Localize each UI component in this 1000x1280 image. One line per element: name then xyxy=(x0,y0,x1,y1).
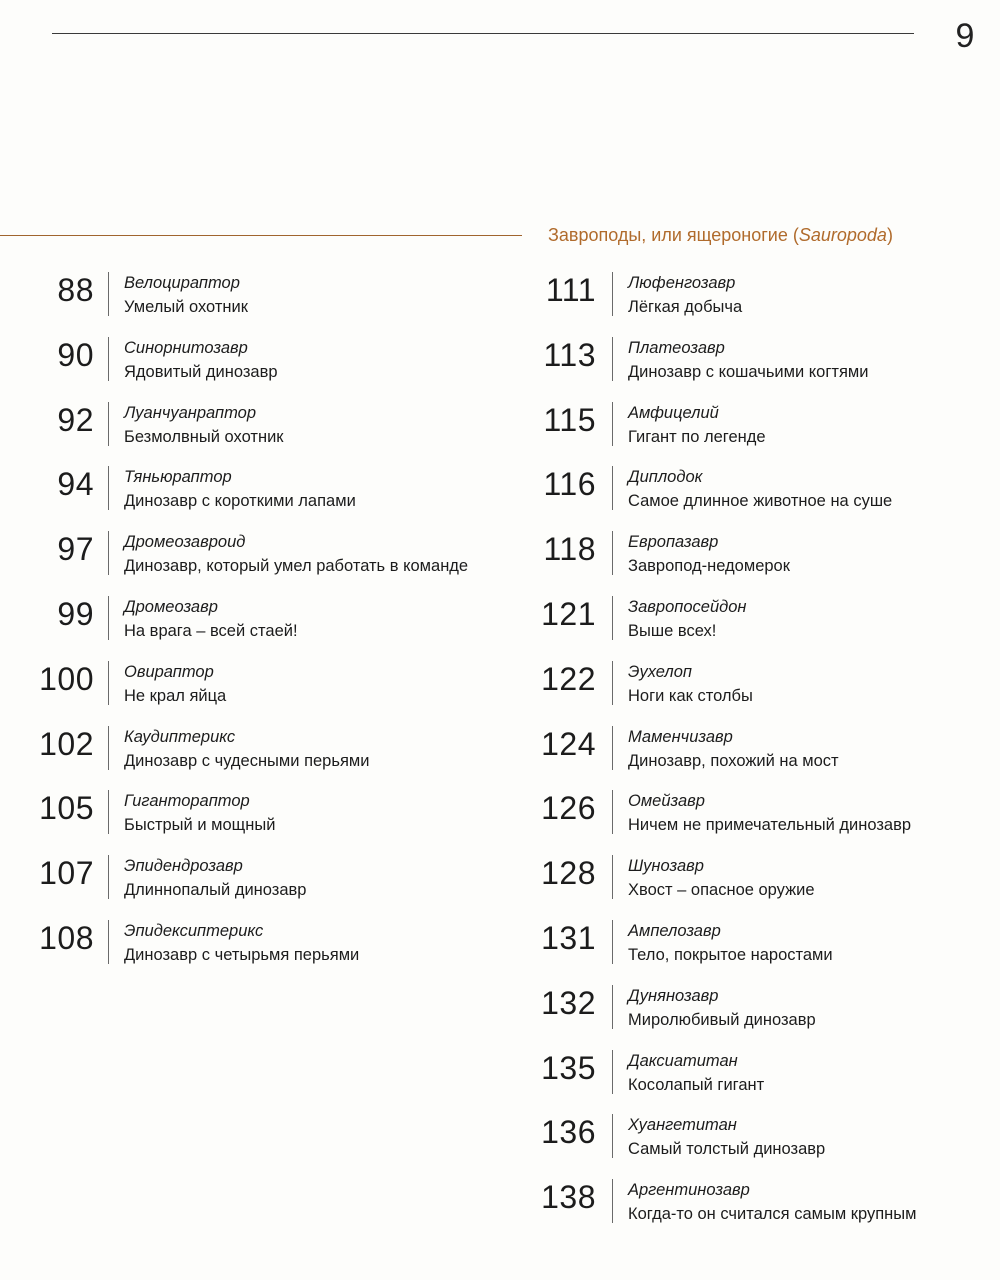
entry-page-number: 128 xyxy=(541,855,596,892)
entry-divider xyxy=(612,855,613,899)
entry-dinosaur-name: Эпидендрозавр xyxy=(124,857,243,876)
entry-page-number: 105 xyxy=(39,790,94,827)
toc-entry[interactable] xyxy=(524,782,994,847)
section-title-end: ) xyxy=(886,225,893,245)
entry-page-number: 118 xyxy=(543,531,596,568)
entry-dinosaur-name: Хуангетитан xyxy=(628,1116,737,1135)
entry-page-number: 132 xyxy=(541,984,596,1021)
entry-dinosaur-name: Омейзавр xyxy=(628,792,705,811)
entry-page-number: 138 xyxy=(541,1179,596,1216)
toc-entry[interactable] xyxy=(524,977,994,1042)
entry-description: Ноги как столбы xyxy=(628,686,753,705)
entry-description: Динозавр, который умел работать в команде xyxy=(124,557,469,576)
entry-description: Тело, покрытое наростами xyxy=(628,945,833,964)
entry-divider xyxy=(612,466,613,510)
entry-dinosaur-name: Шунозавр xyxy=(628,857,704,876)
entry-dinosaur-name: Дунянозавр xyxy=(628,986,719,1005)
entry-divider xyxy=(108,466,109,510)
entry-dinosaur-name: Диплодок xyxy=(628,468,703,487)
entry-dinosaur-name: Ампелозавр xyxy=(628,921,721,940)
entry-description: Выше всех! xyxy=(628,621,717,640)
entry-divider xyxy=(108,531,109,575)
entry-page-number: 94 xyxy=(57,466,94,503)
entry-dinosaur-name: Эпидексиптерикс xyxy=(124,921,264,940)
entry-description: Ничем не примечательный динозавр xyxy=(628,816,912,835)
entry-page-number: 121 xyxy=(541,595,596,632)
entry-description: Самое длинное животное на суше xyxy=(628,492,893,511)
entry-divider xyxy=(612,272,613,316)
toc-entry[interactable] xyxy=(20,394,520,459)
entry-divider xyxy=(612,920,613,964)
entry-divider xyxy=(108,726,109,770)
entry-page-number: 111 xyxy=(545,272,596,308)
entry-description: Динозавр с четырьмя перьями xyxy=(124,945,360,964)
entry-dinosaur-name: Луанчуанраптор xyxy=(124,403,257,422)
toc-left-column xyxy=(20,264,520,977)
section-title xyxy=(548,222,893,248)
entry-page-number: 136 xyxy=(541,1114,596,1151)
entry-dinosaur-name: Европазавр xyxy=(628,533,719,552)
entry-description: Не крал яйца xyxy=(124,686,227,705)
toc-entry[interactable] xyxy=(20,782,520,847)
entry-description: Динозавр с чудесными перьями xyxy=(124,751,370,770)
entry-description: Миролюбивый динозавр xyxy=(628,1010,816,1029)
entry-description: Быстрый и мощный xyxy=(124,816,276,835)
toc-entry[interactable] xyxy=(20,653,520,718)
entry-description: Когда-то он считался самым крупным xyxy=(628,1205,917,1224)
entry-page-number: 92 xyxy=(57,401,94,438)
entry-divider xyxy=(612,726,613,770)
entry-page-number: 113 xyxy=(543,336,596,373)
toc-entry[interactable] xyxy=(20,329,520,394)
entry-description: Динозавр с короткими лапами xyxy=(124,492,356,511)
toc-entry[interactable] xyxy=(524,912,994,977)
entry-divider xyxy=(612,402,613,446)
entry-dinosaur-name: Каудиптерикс xyxy=(124,727,236,746)
toc-entry[interactable] xyxy=(20,847,520,912)
toc-entry[interactable] xyxy=(20,264,520,329)
entry-page-number: 107 xyxy=(39,855,94,892)
entry-divider xyxy=(108,661,109,705)
toc-entry[interactable] xyxy=(20,588,520,653)
toc-entry[interactable] xyxy=(524,847,994,912)
header-rule xyxy=(52,33,914,34)
entry-page-number: 88 xyxy=(57,272,94,308)
entry-page-number: 97 xyxy=(57,531,94,568)
entry-divider xyxy=(108,402,109,446)
entry-page-number: 124 xyxy=(541,725,596,762)
entry-divider xyxy=(612,1050,613,1094)
entry-divider xyxy=(612,596,613,640)
entry-dinosaur-name: Платеозавр xyxy=(628,338,725,357)
toc-entry[interactable] xyxy=(20,523,520,588)
entry-dinosaur-name: Гиганторaптор xyxy=(124,792,250,811)
entry-page-number: 131 xyxy=(541,919,596,956)
page-number: 9 xyxy=(955,17,975,55)
entry-divider xyxy=(612,1114,613,1158)
toc-right-column xyxy=(524,264,994,1236)
entry-dinosaur-name: Дромеозавр xyxy=(124,597,218,616)
entry-page-number: 99 xyxy=(57,595,94,632)
toc-entry[interactable] xyxy=(524,264,994,329)
toc-entry[interactable] xyxy=(524,588,994,653)
entry-dinosaur-name: Люфенгозавр xyxy=(628,274,736,292)
entry-divider xyxy=(108,272,109,316)
entry-page-number: 90 xyxy=(57,336,94,373)
entry-description: Безмолвный охотник xyxy=(124,427,284,446)
toc-entry[interactable] xyxy=(524,394,994,459)
section-title-latin: Sauropoda xyxy=(798,225,887,245)
entry-description: Самый толстый динозавр xyxy=(628,1140,826,1159)
entry-divider xyxy=(108,596,109,640)
entry-description: Динозавр с кошачьими когтями xyxy=(628,362,869,381)
entry-divider xyxy=(612,661,613,705)
entry-page-number: 108 xyxy=(39,919,94,956)
entry-page-number: 116 xyxy=(543,466,596,503)
toc-entry[interactable] xyxy=(524,653,994,718)
entry-description: Гигант по легенде xyxy=(628,427,766,446)
entry-divider xyxy=(612,790,613,834)
entry-description: Лёгкая добыча xyxy=(628,298,743,316)
entry-description: Умелый охотник xyxy=(124,298,248,316)
toc-entry[interactable] xyxy=(20,912,520,977)
entry-dinosaur-name: Велоцираптор xyxy=(124,274,240,292)
entry-description: Хвост – опасное оружие xyxy=(628,881,815,900)
entry-divider xyxy=(612,1179,613,1223)
toc-entry[interactable] xyxy=(524,329,994,394)
entry-page-number: 115 xyxy=(543,401,596,438)
entry-divider xyxy=(108,790,109,834)
entry-dinosaur-name: Амфицелий xyxy=(628,403,719,422)
toc-entry[interactable] xyxy=(524,1171,994,1236)
entry-page-number: 100 xyxy=(39,660,94,697)
entry-page-number: 102 xyxy=(39,725,94,762)
entry-description: Динозавр, похожий на мост xyxy=(628,751,839,770)
entry-description: Косолапый гигант xyxy=(628,1075,765,1094)
entry-description: На врага – всей стаей! xyxy=(124,621,298,640)
entry-dinosaur-name: Маменчизавр xyxy=(628,727,733,746)
entry-divider xyxy=(108,337,109,381)
entry-dinosaur-name: Завропосейдон xyxy=(628,597,747,616)
entry-dinosaur-name: Синорнитозавр xyxy=(124,338,248,357)
entry-dinosaur-name: Аргентинозавр xyxy=(628,1181,750,1200)
toc-entry[interactable] xyxy=(20,458,520,523)
entry-page-number: 135 xyxy=(541,1049,596,1086)
toc-entry[interactable] xyxy=(524,1106,994,1171)
entry-page-number: 126 xyxy=(541,790,596,827)
toc-entry[interactable] xyxy=(524,523,994,588)
entry-description: Длиннопалый динозавр xyxy=(124,881,307,900)
section-title-main: Завроподы, или ящероногие ( xyxy=(548,225,799,245)
entry-dinosaur-name: Тяньюраптор xyxy=(124,468,232,487)
entry-dinosaur-name: Овираптор xyxy=(124,662,214,681)
toc-entry[interactable] xyxy=(524,458,994,523)
toc-entry[interactable] xyxy=(524,718,994,783)
entry-page-number: 122 xyxy=(541,660,596,697)
entry-divider xyxy=(612,985,613,1029)
entry-description: Ядовитый динозавр xyxy=(124,362,278,381)
entry-description: Завропод-недомерок xyxy=(628,557,790,576)
entry-divider xyxy=(108,920,109,964)
entry-divider xyxy=(612,337,613,381)
toc-entry[interactable] xyxy=(524,1042,994,1107)
entry-dinosaur-name: Эухелоп xyxy=(628,662,692,681)
entry-dinosaur-name: Дромеозавроид xyxy=(124,533,246,552)
toc-entry[interactable] xyxy=(20,718,520,783)
entry-dinosaur-name: Даксиатитан xyxy=(628,1051,738,1070)
entry-divider xyxy=(108,855,109,899)
entry-divider xyxy=(612,531,613,575)
section-rule xyxy=(0,235,522,236)
